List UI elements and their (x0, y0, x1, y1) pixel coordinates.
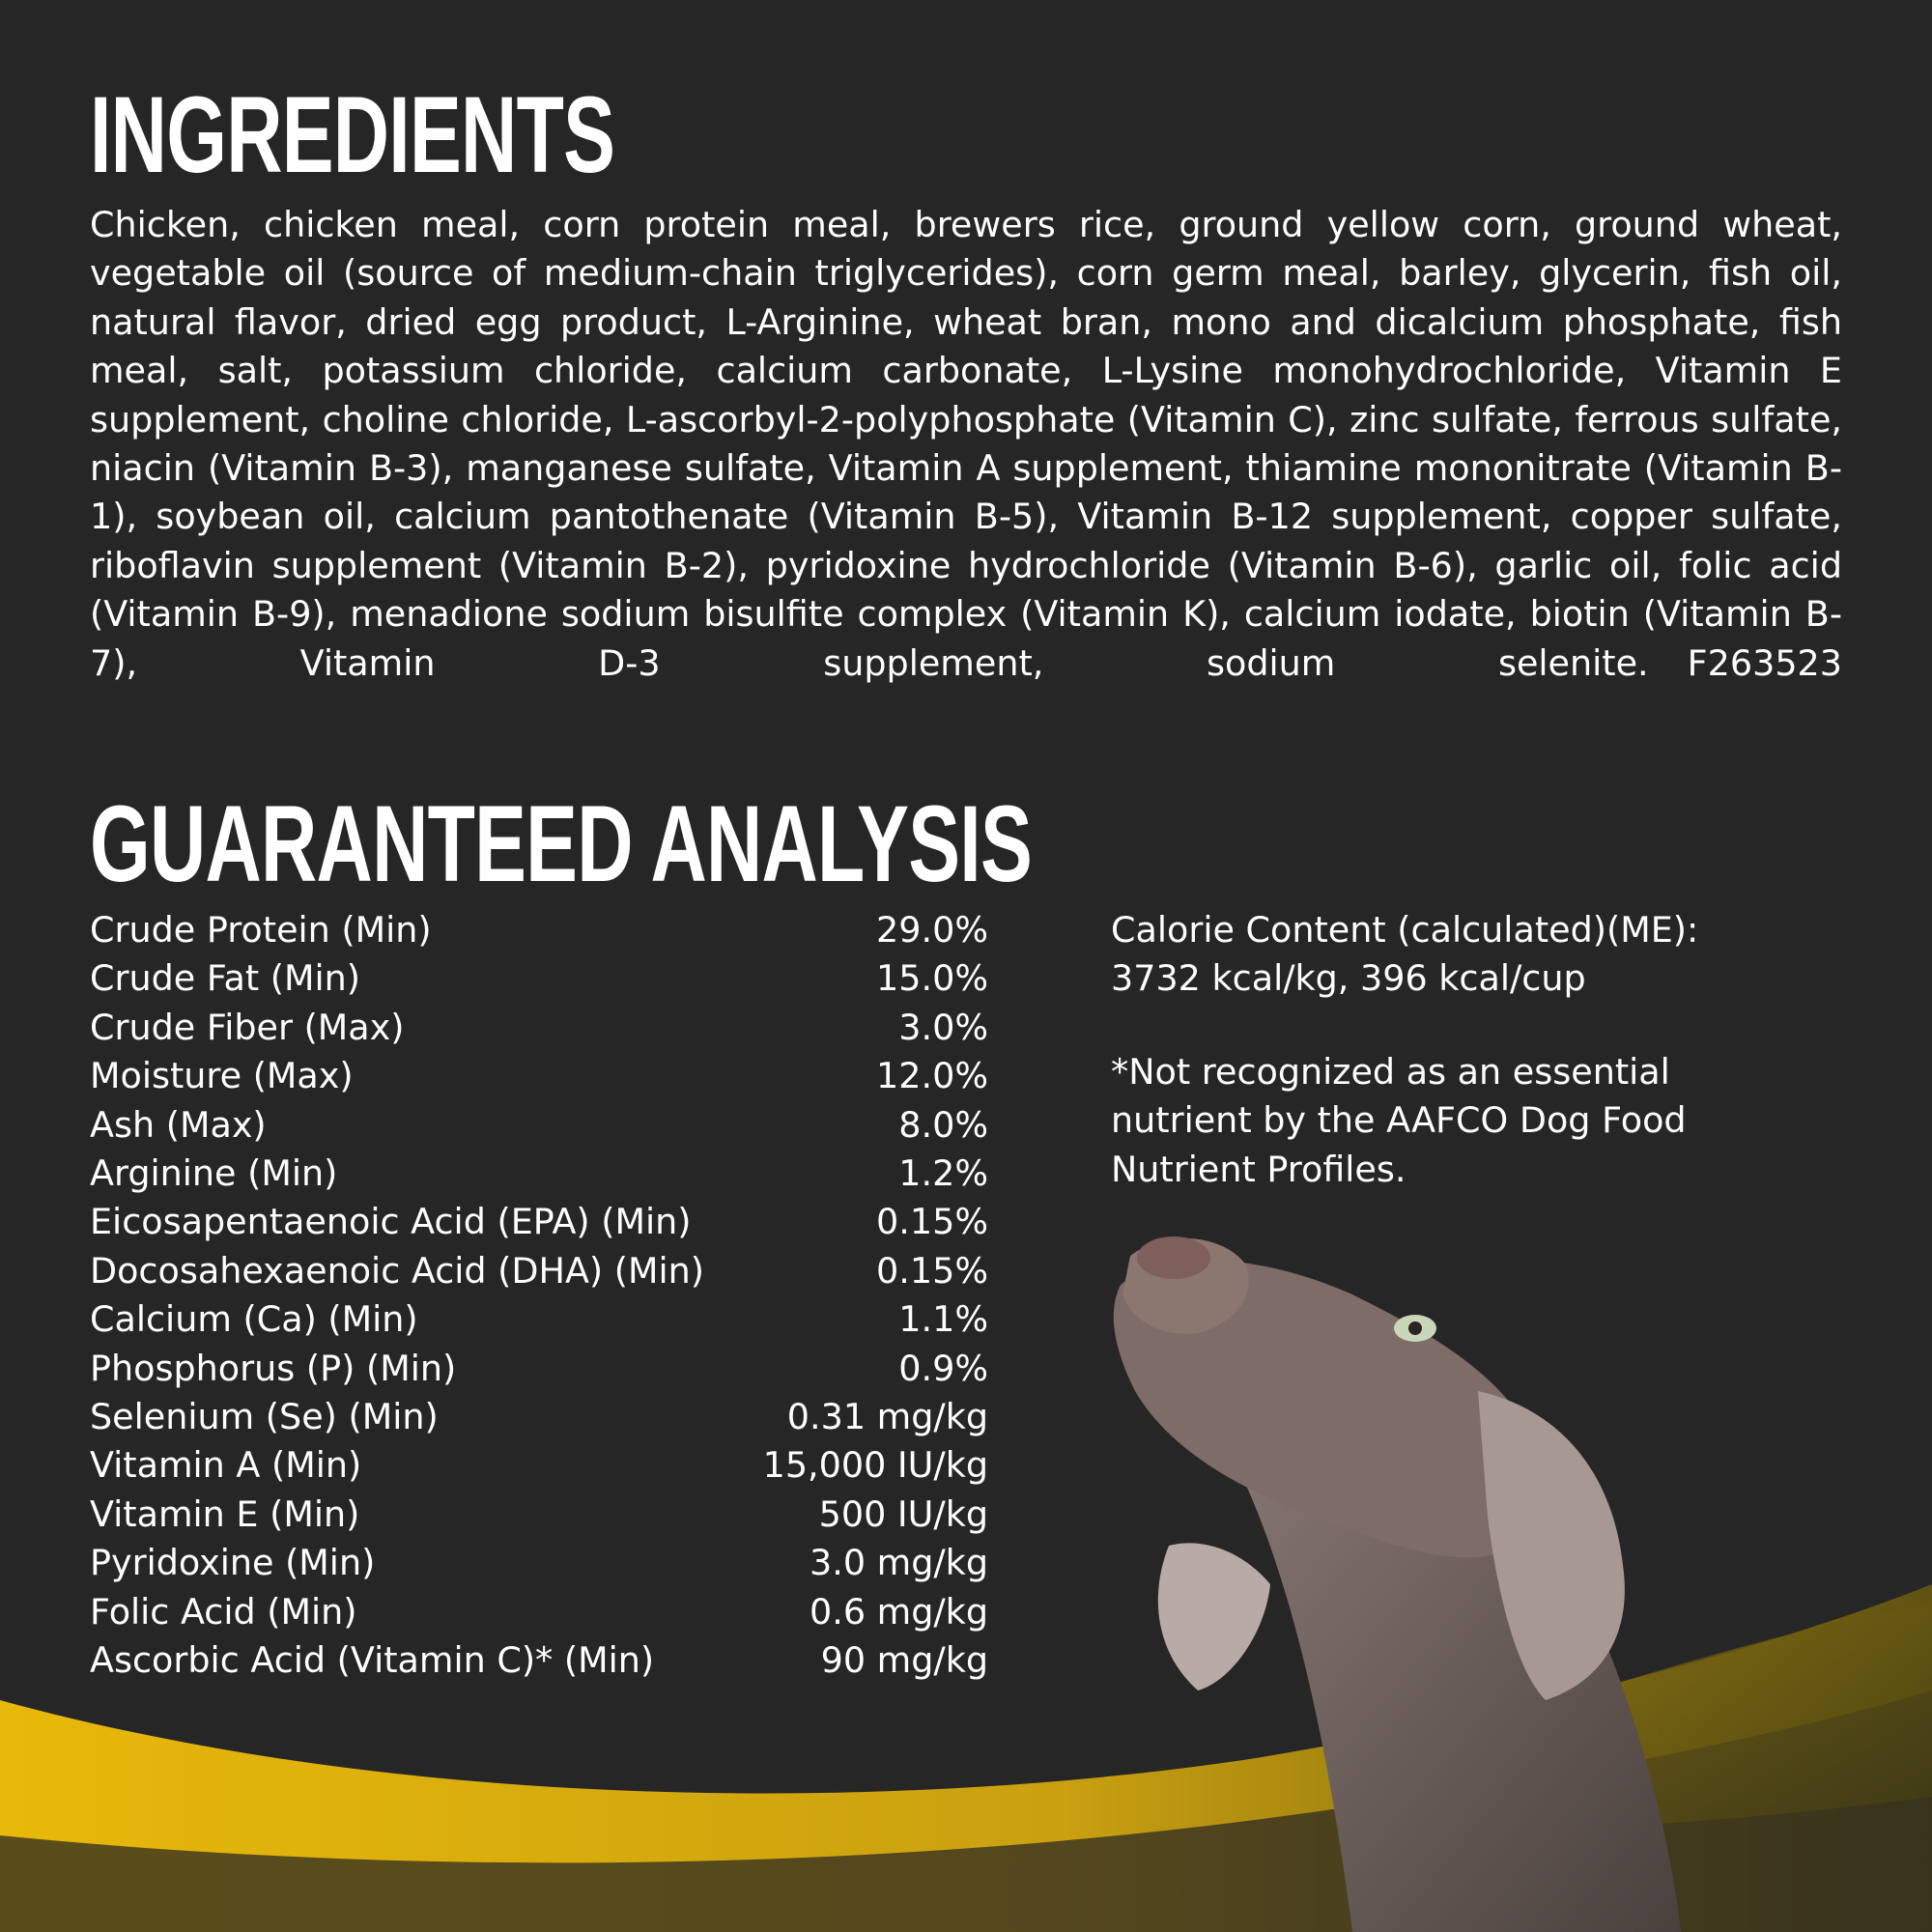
nutrient-name: Vitamin A (Min) (90, 1444, 362, 1487)
analysis-row (90, 1295, 988, 1344)
ingredients-text (90, 201, 1842, 688)
nutrient-name: Selenium (Se) (Min) (90, 1396, 439, 1438)
calorie-content (1111, 906, 1787, 1004)
nutrient-value: 29.0% (876, 909, 988, 951)
nutrient-value: 15.0% (876, 957, 988, 1000)
ingredients-heading: INGREDIENTS (90, 74, 615, 195)
analysis-row (90, 1441, 988, 1490)
nutrient-value: 0.6 mg/kg (810, 1590, 988, 1633)
nutrient-value: 0.9% (898, 1347, 988, 1389)
nutrient-name: Vitamin E (Min) (90, 1492, 360, 1535)
analysis-row (90, 1150, 988, 1198)
analysis-row (90, 1198, 988, 1246)
nutrient-value: 1.2% (898, 1152, 988, 1195)
nutrient-name: Arginine (Min) (90, 1152, 338, 1195)
nutrient-value: 15,000 IU/kg (762, 1444, 988, 1487)
nutrient-name: Pyridoxine (Min) (90, 1542, 376, 1584)
calorie-label: Calorie Content (calculated)(ME): (1111, 909, 1699, 951)
nutrient-value: 0.15% (876, 1201, 988, 1243)
nutrient-value: 1.1% (898, 1298, 988, 1341)
nutrient-name: Crude Protein (Min) (90, 909, 432, 951)
nutrient-name: Ascorbic Acid (Vitamin C)* (Min) (90, 1639, 655, 1682)
nutrient-name: Calcium (Ca) (Min) (90, 1298, 418, 1341)
nutrient-value: 8.0% (898, 1103, 988, 1146)
nutrient-name: Crude Fiber (Max) (90, 1006, 405, 1048)
nutrient-name: Phosphorus (P) (Min) (90, 1347, 457, 1389)
analysis-row (90, 1539, 988, 1587)
nutrient-name: Ash (Max) (90, 1103, 267, 1146)
nutrient-value: 3.0 mg/kg (810, 1542, 988, 1584)
guaranteed-analysis-table (90, 906, 988, 1686)
analysis-row (90, 1052, 988, 1100)
nutrient-value: 12.0% (876, 1055, 988, 1097)
analysis-row (90, 1247, 988, 1295)
calorie-value: 3732 kcal/kg, 396 kcal/cup (1111, 957, 1586, 1000)
guaranteed-analysis-heading: GUARANTEED ANALYSIS (90, 783, 1033, 904)
nutrient-name: Docosahexaenoic Acid (DHA) (Min) (90, 1249, 705, 1292)
analysis-row (90, 1101, 988, 1150)
nutrient-value: 3.0% (898, 1006, 988, 1048)
aafco-footnote: *Not recognized as an essential nutrient by the AAFCO Dog Food Nutrient Profiles. (1111, 1051, 1687, 1190)
dog-photo (1063, 1227, 1932, 1932)
nutrient-name: Folic Acid (Min) (90, 1590, 357, 1633)
nutrient-value: 0.15% (876, 1249, 988, 1292)
product-code: F263523 (1687, 641, 1842, 684)
analysis-row (90, 1636, 988, 1685)
analysis-row (90, 1588, 988, 1636)
nutrient-value: 0.31 mg/kg (786, 1396, 988, 1438)
nutrient-name: Moisture (Max) (90, 1055, 354, 1097)
analysis-row (90, 954, 988, 1003)
analysis-row (90, 1491, 988, 1539)
nutrient-name: Crude Fat (Min) (90, 957, 361, 1000)
analysis-row (90, 1004, 988, 1052)
ingredients-list: Chicken, chicken meal, corn protein meal, brewers rice, ground yellow corn, ground wheat, vegetable oil (source of medium-chain triglycerides), corn germ meal, barley, glycerin, fish oil, natural flavor, dried egg product, L-Arginine, wheat bran, mono and dicalcium phosphate, fish meal, salt, potassium chloride, calcium carbonate, L-Lysine monohydrochloride, Vitamin E supplement, choline chloride, L-ascorbyl-2-polyphosphate (Vitamin C), zinc sulfate, ferrous sulfate, niacin (Vitamin B-3), manganese sulfate, Vitamin A supplement, thiamine mononitrate (Vitamin B-1), soybean oil, calcium pantothenate (Vitamin B-5), Vitamin B-12 supplement, copper sulfate, riboflavin supplement (Vitamin B-2), pyridoxine hydrochloride (Vitamin B-6), garlic oil, folic acid (Vitamin B-9), menadione sodium bisulfite complex (Vitamin K), calcium iodate, biotin (Vitamin B-7), Vitamin D-3 supplement, sodium selenite. (90, 204, 1842, 684)
analysis-row (90, 1393, 988, 1441)
analysis-row (90, 906, 988, 954)
analysis-row (90, 1345, 988, 1393)
nutrient-value: 500 IU/kg (818, 1492, 988, 1535)
nutrient-value: 90 mg/kg (820, 1639, 988, 1682)
nutrient-name: Eicosapentaenoic Acid (EPA) (Min) (90, 1201, 692, 1243)
